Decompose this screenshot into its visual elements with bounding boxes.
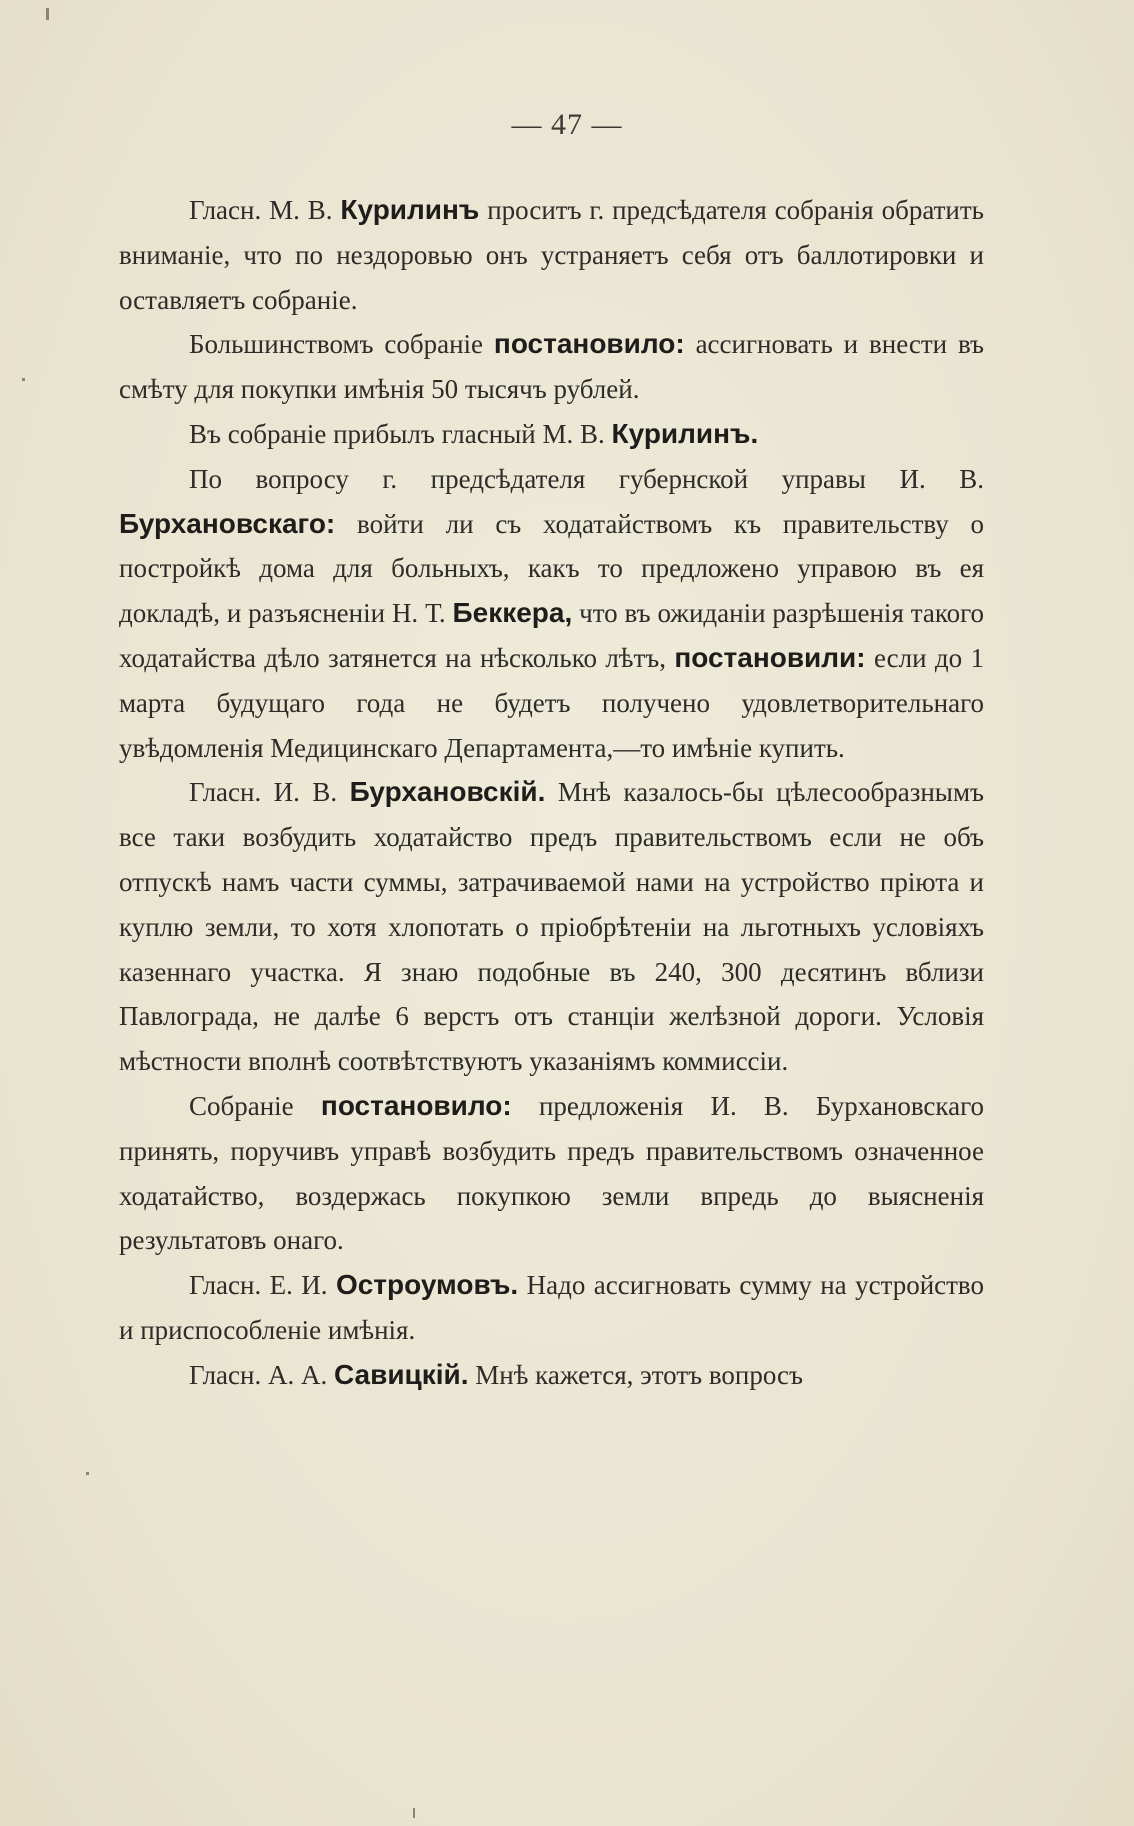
scan-speck [22,378,25,381]
text-run: предложенія И. В. Бурхановскаго принять, поручивъ управѣ возбудить предъ правительствомъ означенное ходатайство, воздержась покупкою земли впредь до выясненія результатовъ онаго. [119,1090,984,1256]
bold-term: Савицкій. [333,1358,469,1390]
text-run: что въ ожиданіи разрѣшенія такого ходатайства дѣло затянется на нѣсколько лѣтъ, [119,598,984,673]
bold-term: Остроумовъ. [335,1269,519,1301]
text-run: Большинствомъ собраніе [189,329,494,360]
text-run: Собраніе [189,1090,321,1121]
paragraph [119,188,984,322]
bold-term: Бурхановскаго: [119,507,336,539]
text-run: Гласн. А. А. [189,1359,334,1390]
paragraph [119,1353,984,1398]
text-run: если до 1 марта будущаго года не будетъ получено удовлетворительнаго увѣдомленія Медицинскаго Департамента,—то имѣніе купить. [119,642,984,763]
paragraph [119,770,984,1084]
bold-term: постановило: [493,328,685,360]
text-run: Гласн. М. В. [189,195,341,225]
paragraph [119,457,984,771]
text-run: Мнѣ кажется, этотъ вопросъ [468,1359,803,1390]
paragraph [119,412,984,457]
text-run: По вопросу г. предсѣдателя губернской управы И. В. [189,463,984,494]
scan-speck [46,8,49,20]
bold-term: Беккера, [452,597,573,629]
text-run: ассигновать и внести въ смѣту для покупки имѣнія 50 тысячъ рублей. [119,329,984,405]
paragraph [119,1263,984,1353]
scan-speck [413,1808,415,1818]
page-number: — 47 — [511,108,623,141]
text-run: проситъ г. предсѣдателя собранія обратить вниманіе, что по нездоровью онъ устраняетъ себя отъ баллотировки и оставляетъ собраніе. [119,195,984,315]
bold-term: постановило: [320,1089,512,1121]
text-run: Надо ассигновать сумму на устройство и приспособленіе имѣнія. [119,1270,984,1345]
text-run: войти ли съ ходатайствомъ къ правительству о постройкѣ дома для больныхъ, какъ то предложено управою въ ея докладѣ, и разъясненіи Н. Т. [119,508,984,629]
text-run: Гласн. Е. И. [189,1270,336,1301]
bold-term: Бурхановскій. [349,776,546,808]
bold-term: постановили: [674,641,866,673]
body-text [119,188,984,1398]
text-run: Въ собраніе прибылъ гласный М. В. [189,418,612,449]
bold-term: Курилинъ [340,194,480,225]
bold-term: Курилинъ. [611,417,759,449]
scan-speck [86,1472,89,1475]
paragraph [119,1084,984,1263]
text-run: Гласн. И. В. [189,777,350,808]
paragraph [119,322,984,412]
text-run: Мнѣ казалось-бы цѣлесообразнымъ все таки возбудить ходатайство предъ правительствомъ если не объ отпускѣ намъ части суммы, затрачиваемой нами на устройство пріюта и куплю земли, то хотя хлопотать о пріобрѣтеніи на льготныхъ условіяхъ казеннаго участка. Я знаю подобные въ 240, 300 десятинъ вблизи Павлограда, не далѣе 6 верстъ отъ станціи желѣзной дороги. Условія мѣстности вполнѣ соотвѣтствуютъ указаніямъ коммиссіи. [119,777,984,1077]
